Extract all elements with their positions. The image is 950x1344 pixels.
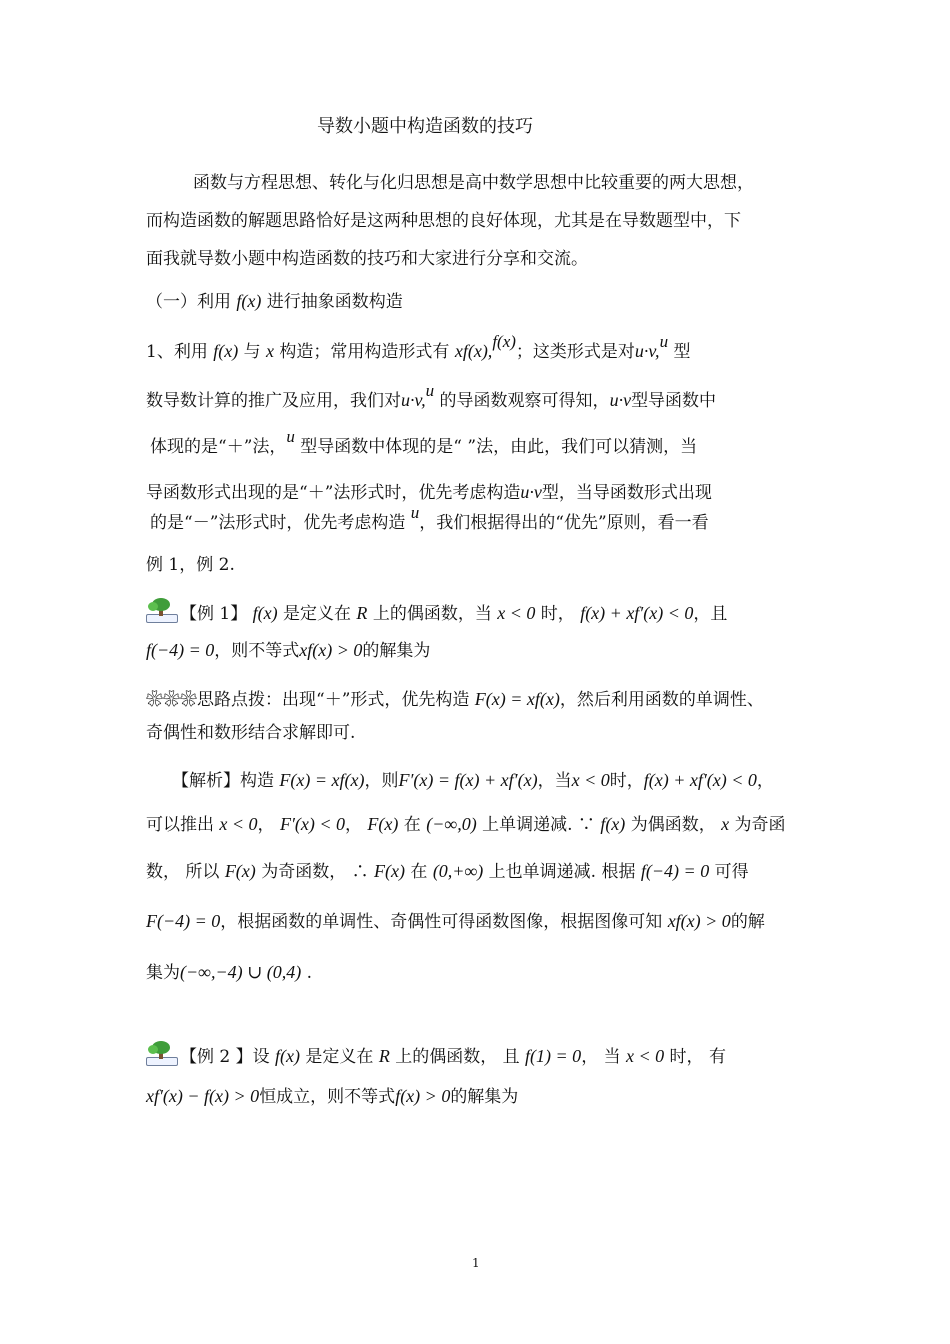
text: 数， 所以 — [146, 862, 225, 882]
text: 时， — [535, 604, 581, 624]
text: 的导函数观察可得知， — [434, 391, 610, 411]
math: x < 0 — [219, 814, 258, 834]
para-line-4 — [146, 481, 712, 504]
para-line-2 — [146, 381, 717, 412]
text: ，然后利用函数的单调性、 — [559, 690, 764, 710]
math: u·v — [609, 390, 632, 410]
math: f(x) — [236, 291, 262, 311]
text: 与 — [238, 342, 267, 362]
text: 恒成立，则不等式 — [259, 1087, 396, 1107]
text: 的是“－”法形式时，优先考虑构造 — [150, 513, 411, 533]
text: 【解析】构造 — [172, 771, 280, 791]
math: R — [378, 1046, 390, 1066]
text: ， 当 — [581, 1047, 626, 1067]
math: F(x) — [367, 814, 399, 834]
intro-line-3: 面我就导数小题中构造函数的技巧和大家进行分享和交流。 — [146, 249, 588, 269]
math: xf(x) > 0 — [667, 911, 731, 931]
math: xf(x) > 0 — [299, 640, 363, 660]
math: f(−4) = 0 — [146, 640, 215, 660]
text: 可得 — [709, 862, 749, 882]
text: 的解 — [730, 912, 765, 932]
math: f(x) > 0 — [395, 1086, 451, 1106]
text: 型，当导函数形式出现 — [541, 483, 712, 503]
math: u — [659, 332, 669, 351]
para-line-6: 例 1，例 2. — [146, 555, 235, 575]
para-line-5 — [150, 503, 709, 534]
math: f(x) — [600, 814, 626, 834]
math: x < 0 — [497, 603, 536, 623]
math: F(x) — [374, 861, 405, 881]
intro-line-2: 而构造函数的解题思路恰好是这两种思想的良好体现，尤其是在导数题型中，下 — [146, 211, 741, 231]
math: x < 0 — [571, 770, 610, 790]
solution-line-2 — [146, 813, 786, 836]
math: u — [425, 381, 435, 400]
math: F′(x) < 0 — [279, 814, 346, 834]
intro-line-1: 函数与方程思想、转化与化归思想是高中数学思想中比较重要的两大思想， — [193, 173, 754, 193]
text: 型导函数中 — [631, 391, 717, 411]
text: ，且 — [693, 604, 728, 624]
page-number: 1 — [472, 1256, 480, 1270]
example-2-line-2 — [146, 1085, 518, 1108]
text: 型导函数中体现的是“ ”法，由此，我们可以猜测，当 — [294, 437, 698, 457]
solution-line-3 — [146, 860, 749, 883]
text: ❀❀❀思路点拨：出现“＋”形式，优先构造 — [146, 690, 475, 710]
hint-line-1 — [146, 688, 764, 711]
math: f(−4) = 0 — [640, 861, 710, 881]
section-heading — [146, 290, 403, 313]
example-1-line-2 — [146, 639, 430, 662]
section-text: （一）利用 — [146, 292, 237, 312]
para-line-1 — [146, 332, 691, 363]
text: 集为 — [146, 963, 180, 983]
text: 在 — [405, 862, 433, 882]
text: 是定义在 — [277, 604, 357, 624]
text: 上的偶函数，当 — [367, 604, 498, 624]
text: 数导数计算的推广及应用，我们对 — [146, 391, 401, 411]
math: x — [266, 341, 275, 361]
text: 【例 2 】设 — [180, 1047, 276, 1067]
hint-line-2: 奇偶性和数形结合求解即可. — [146, 723, 356, 743]
page-title: 导数小题中构造函数的技巧 — [317, 116, 533, 137]
text: 是定义在 — [300, 1047, 379, 1067]
math: (−∞,−4) ∪ (0,4) — [180, 962, 302, 982]
text: 上也单调递减. 根据 — [483, 862, 641, 882]
math: F(x) = xf(x) — [279, 770, 365, 790]
text: ，则 — [364, 771, 399, 791]
math: F(x) — [224, 861, 256, 881]
math: f(x) — [492, 332, 516, 351]
text: 在 — [398, 815, 427, 835]
example-2-line-1 — [144, 1040, 726, 1068]
math: R — [356, 603, 368, 623]
math: u·v — [520, 482, 542, 502]
math: u·v, — [634, 341, 660, 361]
math: xf′(x) − f(x) > 0 — [146, 1086, 260, 1106]
example-1-line-1 — [144, 597, 727, 625]
tree-book-icon — [144, 1040, 178, 1068]
text: 1、利用 — [146, 342, 214, 362]
math: u — [286, 427, 295, 446]
math: (−∞,0) — [426, 814, 477, 834]
math: x — [721, 814, 730, 834]
solution-line-4 — [146, 910, 765, 933]
para-line-3 — [150, 427, 698, 458]
text: 为奇函数， ∴ — [255, 862, 375, 882]
text: ；这类形式是对 — [515, 342, 635, 362]
math: f(1) = 0 — [525, 1046, 582, 1066]
math: f(x) — [252, 603, 278, 623]
math: xf(x), — [454, 341, 493, 361]
math: F(−4) = 0 — [146, 911, 221, 931]
math: x < 0 — [626, 1046, 665, 1066]
text: 为偶函数， — [625, 815, 722, 835]
text: 【例 1】 — [180, 604, 253, 624]
text: 时， — [609, 771, 644, 791]
text: 体现的是“＋”法， — [150, 437, 287, 457]
text: ， — [756, 771, 774, 791]
math: f(x) + xf′(x) < 0 — [643, 770, 757, 790]
text: 的解集为 — [450, 1087, 519, 1107]
solution-line-5 — [146, 961, 312, 984]
math: f(x) — [275, 1046, 301, 1066]
section-text: 进行抽象函数构造 — [261, 292, 403, 312]
text: ， — [257, 815, 280, 835]
math: F′(x) = f(x) + xf′(x) — [398, 770, 538, 790]
text: 为奇函 — [729, 815, 786, 835]
text: 上单调递减. ∵ — [476, 815, 601, 835]
text: 型 — [668, 342, 691, 362]
math: f(x) — [213, 341, 239, 361]
text: ，当 — [537, 771, 572, 791]
math: f(x) + xf′(x) < 0 — [580, 603, 694, 623]
text: 时， 有 — [664, 1047, 726, 1067]
text: 可以推出 — [146, 815, 220, 835]
solution-line-1 — [172, 769, 774, 792]
text: 上的偶函数， 且 — [389, 1047, 526, 1067]
math: F(x) = xf(x) — [474, 689, 560, 709]
text: ， — [345, 815, 368, 835]
text: 的解集为 — [362, 641, 431, 661]
text: ，根据函数的单调性、奇偶性可得函数图像，根据图像可知 — [220, 912, 668, 932]
math: u — [410, 503, 420, 522]
text: ，我们根据得出的“优先”原则，看一看 — [419, 513, 709, 533]
math: u·v, — [401, 390, 426, 410]
text: 构造；常用构造形式有 — [274, 342, 455, 362]
math: (0,+∞) — [432, 861, 484, 881]
text: . — [301, 963, 312, 983]
text: 导函数形式出现的是“＋”法形式时，优先考虑构造 — [146, 483, 521, 503]
tree-book-icon — [144, 597, 178, 625]
text: ，则不等式 — [214, 641, 300, 661]
